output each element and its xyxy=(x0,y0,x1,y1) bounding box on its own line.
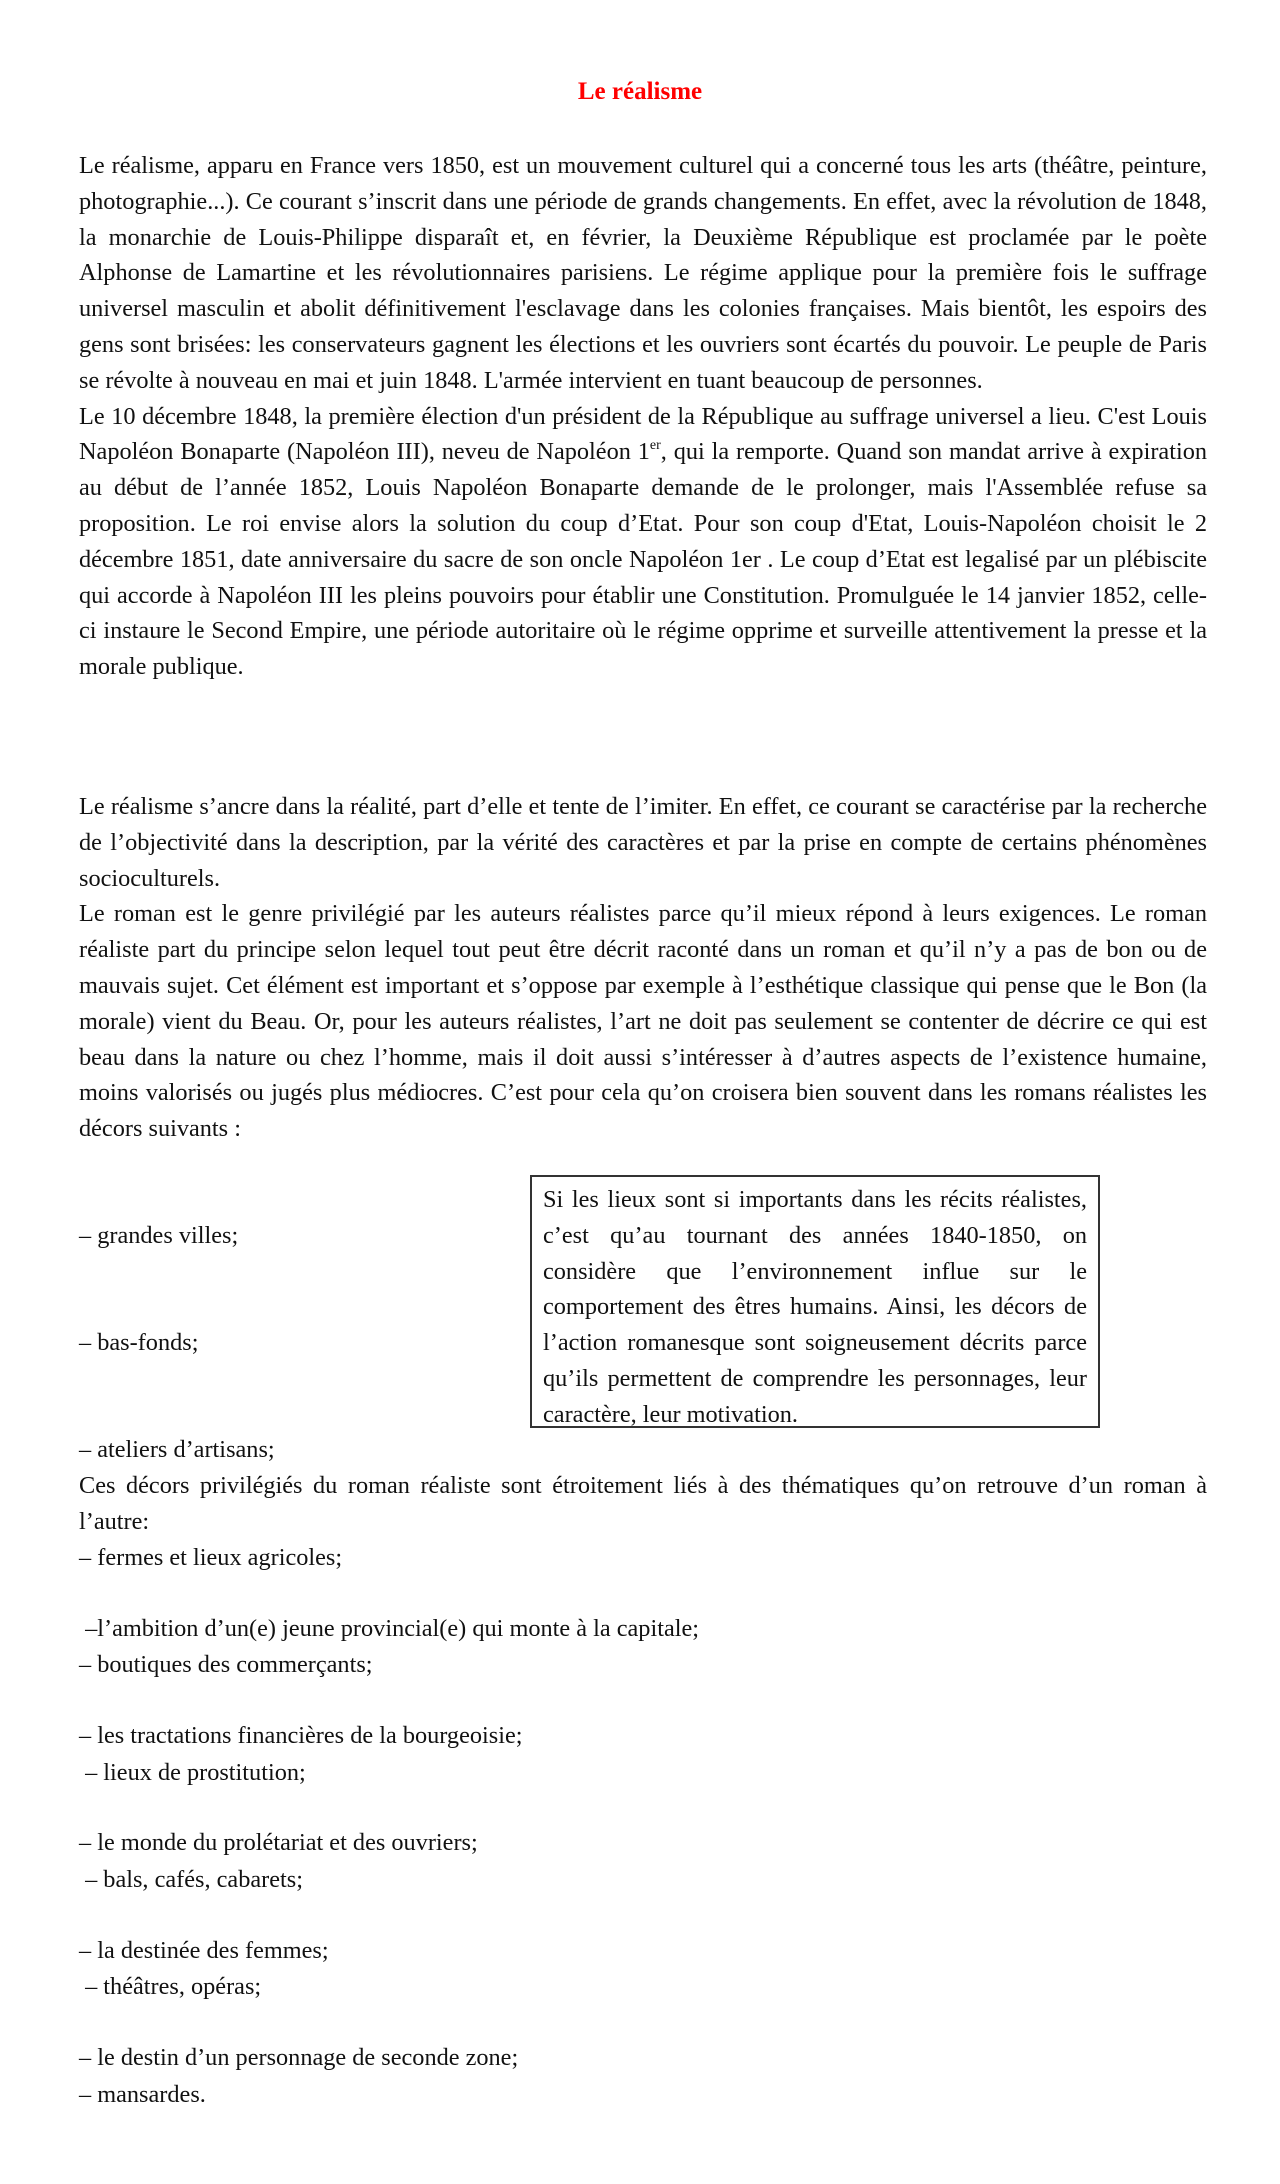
list-item: – grandes villes; xyxy=(79,1221,239,1249)
list-item: – le monde du prolétariat et des ouvriers; xyxy=(79,1829,478,1857)
list-item: – bals, cafés, cabarets; xyxy=(79,1865,303,1893)
list-item: – ateliers d’artisans; xyxy=(79,1436,275,1464)
superscript-er: er xyxy=(649,438,661,454)
info-box xyxy=(530,1175,1100,1428)
realism-paragraph-1: Le réalisme s’ancre dans la réalité, part d’elle et tente de l’imiter. En effet, ce courant se caractérise par la recherche de l’objectivité dans la description, par la vérité des caractères et par la prise en compte de certains phénomènes socioculturels. xyxy=(79,793,1207,892)
intro-paragraph-2-part-b: , qui la remporte. Quand son mandat arrive à expiration au début de l’année 1852, Louis Napoléon Bonaparte demande de le prolonger, mais l'Assemblée refuse sa proposition. Le roi envise alors la solution du coup d’Etat. Pour son coup d'Etat, Louis-Napoléon choisit le 2 décembre 1851, date anniversaire du sacre de son oncle Napoléon 1er . Le coup d’Etat est legalisé par un plébiscite qui accorde à Napoléon III les pleins pouvoirs pour établir une Constitution. Promulguée le 14 janvier 1852, celle-ci instaure le Second Empire, une période autoritaire où le régime opprime et surveille attentivement la presse et la morale publique. xyxy=(79,438,1207,681)
intro-section xyxy=(79,148,1207,685)
list-item: – les tractations financières de la bourgeoisie; xyxy=(79,1721,523,1749)
list-item: – fermes et lieux agricoles; xyxy=(79,1543,343,1571)
intro-paragraph-1: Le réalisme, apparu en France vers 1850, est un mouvement culturel qui a concerné tous les arts (théâtre, peinture, photographie...). Ce courant s’inscrit dans une période de grands changements. En effet, avec la révolution de 1848, la monarchie de Louis-Philippe disparaît et, en février, la Deuxième République est proclamée par le poète Alphonse de Lamartine et les révolutionnaires parisiens. Le régime applique pour la première fois le suffrage universel masculin et abolit définitivement l'esclavage dans les colonies françaises. Mais bientôt, les espoirs des gens sont brisées: les conservateurs gagnent les élections et les ouvriers sont écartés du pouvoir. Le peuple de Paris se révolte à nouveau en mai et juin 1848. L'armée intervient en tuant beaucoup de personnes. xyxy=(79,152,1207,394)
list-item: – mansardes. xyxy=(79,2080,206,2108)
themes-intro-paragraph: Ces décors privilégiés du roman réaliste sont étroitement liés à des thématiques qu’on retrouve d’un roman à l’autre: xyxy=(79,1472,1207,1535)
list-item: – bas-fonds; xyxy=(79,1328,199,1356)
page-title: Le réalisme xyxy=(577,78,703,105)
intro-paragraph-2 xyxy=(79,399,1207,685)
info-box-text: Si les lieux sont si importants dans les récits réalistes, c’est qu’au tournant des années 1840-1850, on considère que l’environnement influe sur le comportement des êtres humains. Ainsi, les décors de l’action romanesque sont soigneusement décrits parce qu’ils permettent de comprendre les personnages, leur caractère, leur motivation. xyxy=(543,1186,1087,1428)
realism-paragraph-2: Le roman est le genre privilégié par les auteurs réalistes parce qu’il mieux répond à leurs exigences. Le roman réaliste part du principe selon lequel tout peut être décrit raconté dans un roman et qu’il n’y a pas de bon ou de mauvais sujet. Cet élément est important et s’oppose par exemple à l’esthétique classique qui pense que le Bon (la morale) vient du Beau. Or, pour les auteurs réalistes, l’art ne doit pas seulement se contenter de décrire ce qui est beau dans la nature ou chez l’homme, mais il doit aussi s’intéresser à d’autres aspects de l’existence humaine, moins valorisés ou jugés plus médiocres. C’est pour cela qu’on croisera bien souvent dans les romans réalistes les décors suivants : xyxy=(79,900,1207,1143)
themes-list xyxy=(79,1539,699,2148)
themes-intro xyxy=(79,1468,1207,1540)
list-item: – boutiques des commerçants; xyxy=(79,1651,373,1679)
list-item: –l’ambition d’un(e) jeune provincial(e) qui monte à la capitale; xyxy=(79,1614,700,1642)
list-item: – lieux de prostitution; xyxy=(79,1758,306,1786)
intro-paragraph-2-part-a: Le 10 décembre 1848, la première élection d'un président de la République au suffrage universel a lieu. C'est Louis Napoléon Bonaparte (Napoléon III), neveu de Napoléon 1 xyxy=(79,402,1207,466)
realism-section xyxy=(79,789,1207,1147)
list-item: – théâtres, opéras; xyxy=(79,1973,262,2001)
list-item: – la destinée des femmes; xyxy=(79,1936,329,1964)
list-item: – le destin d’un personnage de seconde zone; xyxy=(79,2044,519,2072)
